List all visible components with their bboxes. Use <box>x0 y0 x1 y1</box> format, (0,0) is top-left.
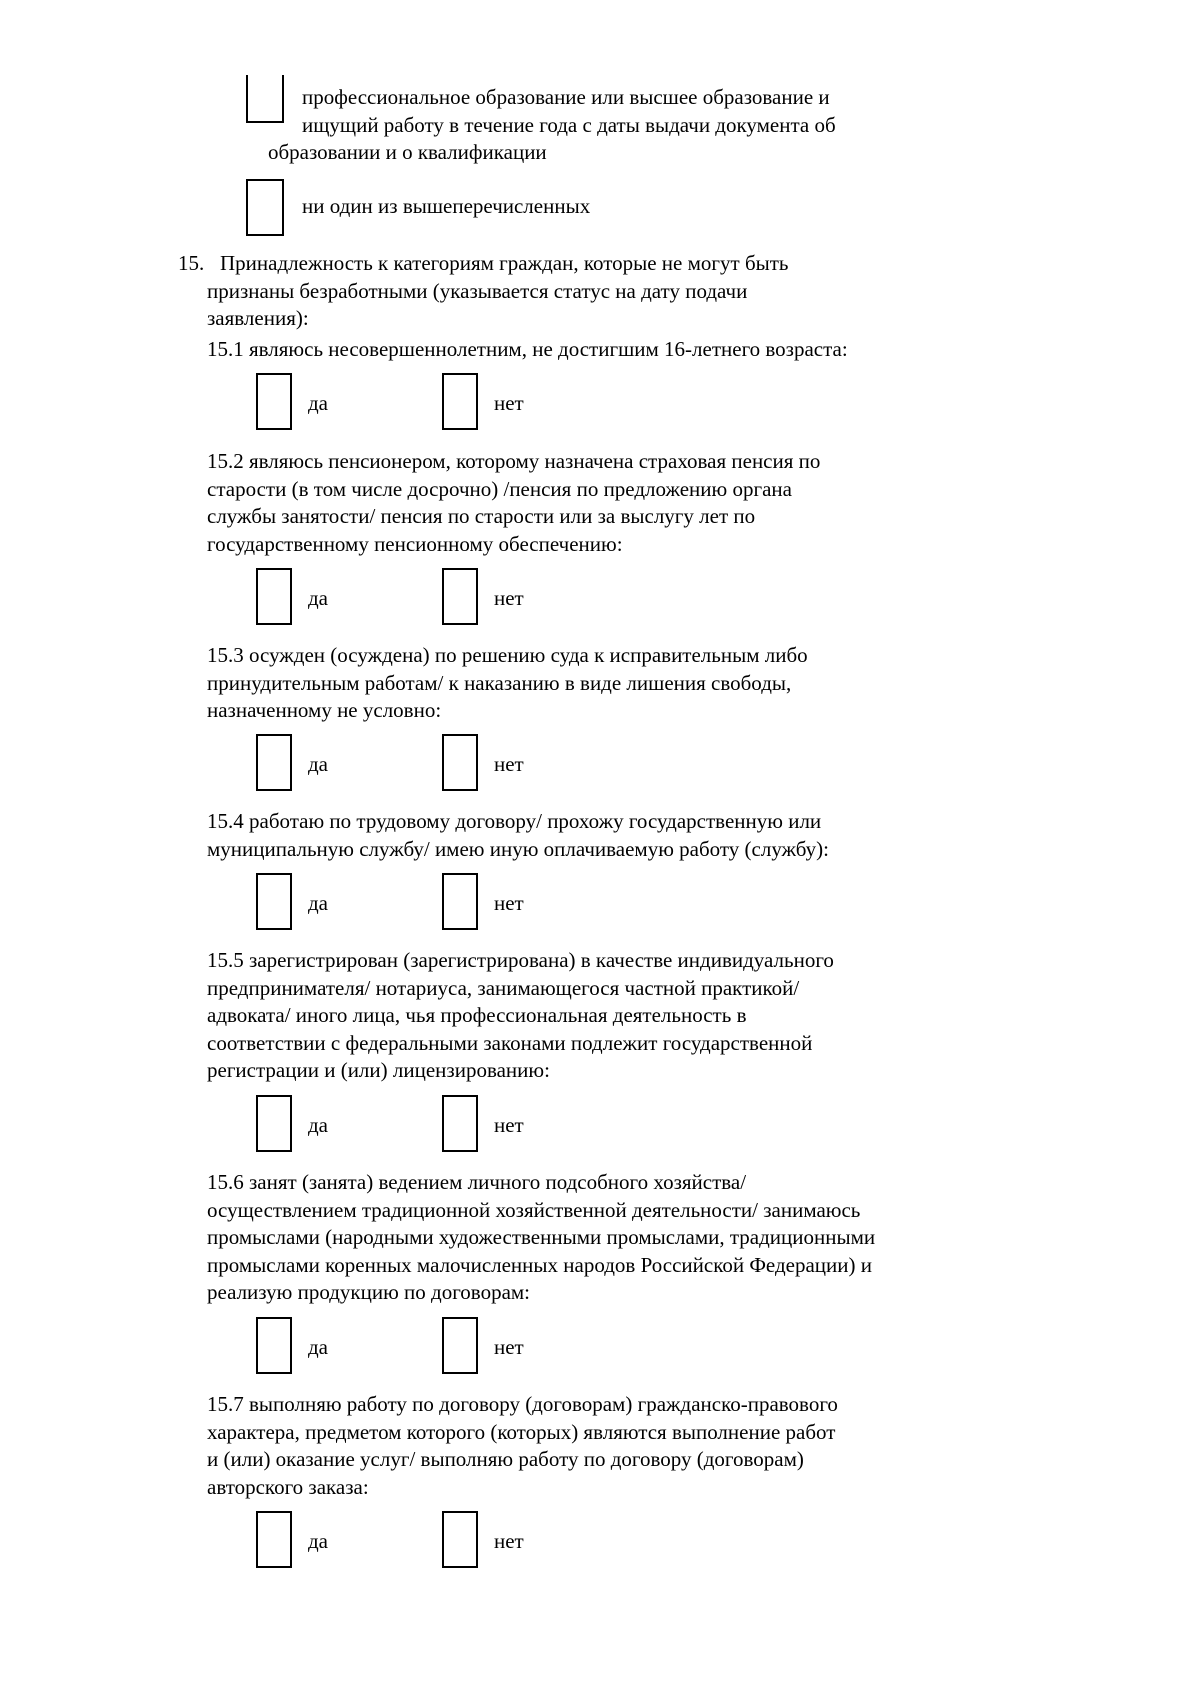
item-15-6-line-1: 15.6 занят (занята) ведением личного подсобного хозяйства/ <box>207 1170 747 1194</box>
item-15-3-line-1: 15.3 осужден (осуждена) по решению суда к исправительным либо <box>207 643 808 667</box>
item-15-5-no-checkbox[interactable] <box>442 1095 478 1152</box>
item-15-3-no-checkbox[interactable] <box>442 734 478 791</box>
item-15-6-line-2: осуществлением традиционной хозяйственной деятельности/ занимаюсь <box>207 1198 861 1222</box>
item-15-7-no-label: нет <box>494 1529 524 1553</box>
item-15-1-no-checkbox[interactable] <box>442 373 478 430</box>
graduate-option-line-1: профессиональное образование или высшее образование и <box>302 85 830 109</box>
item-15-3-yes-label: да <box>308 752 329 776</box>
item-15-6-yes-label: да <box>308 1335 329 1359</box>
item-15-3-yes-checkbox[interactable] <box>256 734 292 791</box>
graduate-option-line-3: образовании и о квалификации <box>268 140 547 164</box>
item-15-5-yes-checkbox[interactable] <box>256 1095 292 1152</box>
graduate-option-line-2: ищущий работу в течение года с даты выдачи документа об <box>302 113 836 137</box>
none-of-above-checkbox[interactable] <box>246 179 284 236</box>
item-15-2-line-1: 15.2 являюсь пенсионером, которому назначена страховая пенсия по <box>207 449 821 473</box>
item-15-2-line-4: государственному пенсионному обеспечению: <box>207 532 623 556</box>
item-15-4-line-2: муниципальную службу/ имею иную оплачиваемую работу (службу): <box>207 837 829 861</box>
item-15-2-line-3: службы занятости/ пенсия по старости или за выслугу лет по <box>207 504 756 528</box>
item-15-1-line-1: 15.1 являюсь несовершеннолетним, не достигшим 16-летнего возраста: <box>207 337 848 361</box>
item-15-3-no-label: нет <box>494 752 524 776</box>
item-15-6-no-label: нет <box>494 1335 524 1359</box>
graduate-checkbox[interactable] <box>246 75 284 123</box>
item-15-2-no-checkbox[interactable] <box>442 568 478 625</box>
item-15-7-no-checkbox[interactable] <box>442 1511 478 1568</box>
item-15-2-yes-checkbox[interactable] <box>256 568 292 625</box>
item-15-6-line-4: промыслами коренных малочисленных народов Российской Федерации) и <box>207 1253 872 1277</box>
item-15-5-line-1: 15.5 зарегистрирован (зарегистрирована) в качестве индивидуального <box>207 948 834 972</box>
item-15-5-line-3: адвоката/ иного лица, чья профессиональная деятельность в <box>207 1003 747 1027</box>
item-15-4-no-label: нет <box>494 891 524 915</box>
item-15-6-line-3: промыслами (народными художественными промыслами, традиционными <box>207 1225 876 1249</box>
item-15-4-line-1: 15.4 работаю по трудовому договору/ прохожу государственную или <box>207 809 822 833</box>
item-15-5-yes-label: да <box>308 1113 329 1137</box>
item-15-1-yes-checkbox[interactable] <box>256 373 292 430</box>
item-15-7-yes-checkbox[interactable] <box>256 1511 292 1568</box>
item-15-7-line-1: 15.7 выполняю работу по договору (договорам) гражданско-правового <box>207 1392 838 1416</box>
item-15-1-no-label: нет <box>494 391 524 415</box>
item-15-3-line-3: назначенному не условно: <box>207 698 442 722</box>
section-15-number: 15. <box>178 251 205 275</box>
item-15-6-no-checkbox[interactable] <box>442 1317 478 1374</box>
item-15-2-no-label: нет <box>494 586 524 610</box>
item-15-7-yes-label: да <box>308 1529 329 1553</box>
item-15-2-line-2: старости (в том числе досрочно) /пенсия по предложению органа <box>207 477 792 501</box>
item-15-4-yes-checkbox[interactable] <box>256 873 292 930</box>
section-15-title-line-3: заявления): <box>207 306 309 330</box>
item-15-1-yes-label: да <box>308 391 329 415</box>
item-15-5-line-2: предпринимателя/ нотариуса, занимающегося частной практикой/ <box>207 976 800 1000</box>
item-15-4-no-checkbox[interactable] <box>442 873 478 930</box>
item-15-5-line-5: регистрации и (или) лицензированию: <box>207 1058 550 1082</box>
item-15-7-line-2: характера, предметом которого (которых) являются выполнение работ <box>207 1420 836 1444</box>
item-15-6-line-5: реализую продукцию по договорам: <box>207 1280 531 1304</box>
item-15-5-line-4: соответствии с федеральными законами подлежит государственной <box>207 1031 813 1055</box>
item-15-2-yes-label: да <box>308 586 329 610</box>
item-15-3-line-2: принудительным работам/ к наказанию в виде лишения свободы, <box>207 671 792 695</box>
section-15-title-line-2: признаны безработными (указывается статус на дату подачи <box>207 279 748 303</box>
item-15-4-yes-label: да <box>308 891 329 915</box>
item-15-7-line-4: авторского заказа: <box>207 1475 369 1499</box>
section-15-title-line-1: Принадлежность к категориям граждан, которые не могут быть <box>220 251 789 275</box>
none-of-above-label: ни один из вышеперечисленных <box>302 194 591 218</box>
item-15-6-yes-checkbox[interactable] <box>256 1317 292 1374</box>
item-15-5-no-label: нет <box>494 1113 524 1137</box>
item-15-7-line-3: и (или) оказание услуг/ выполняю работу по договору (договорам) <box>207 1447 804 1471</box>
